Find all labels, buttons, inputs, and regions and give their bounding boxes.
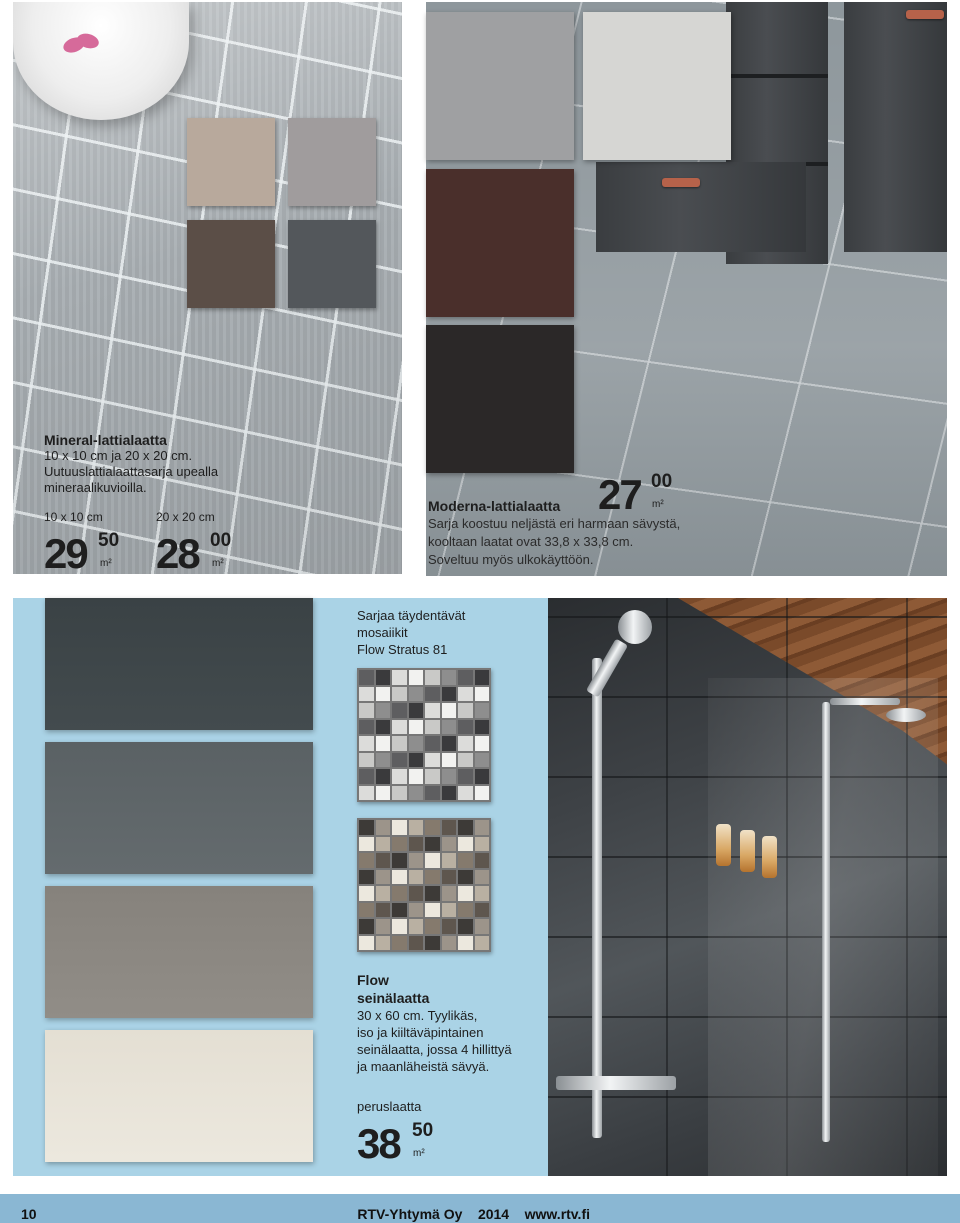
price-cents: 50 [98, 530, 120, 551]
mosaic-piece [376, 703, 391, 718]
price-cents: 00 [651, 471, 673, 492]
price-10x10 [44, 530, 120, 577]
mosaic-piece [425, 736, 440, 751]
mosaic-piece [359, 753, 374, 768]
mosaic-piece [475, 903, 490, 918]
mosaic-piece [359, 670, 374, 685]
mosaic-piece [409, 670, 424, 685]
hand-shower-head [618, 610, 652, 644]
mosaic-piece [458, 936, 473, 951]
mosaic-piece [475, 720, 490, 735]
shower-pipe [822, 702, 830, 1142]
mosaic-piece [475, 936, 490, 951]
mosaic-piece [376, 820, 391, 835]
mosaic-piece [359, 870, 374, 885]
mineral-description-line: Uutuuslattialaattasarja upealla [44, 464, 219, 479]
mosaic-piece [392, 853, 407, 868]
price-moderna [598, 471, 673, 518]
mosaic-piece [458, 753, 473, 768]
footer-info [357, 1206, 590, 1222]
mosaic-piece [392, 687, 407, 702]
price-cents: 50 [412, 1120, 434, 1141]
mineral-swatch-dark-grey [288, 220, 376, 308]
price-flow [357, 1120, 434, 1167]
mosaic-piece [475, 786, 490, 801]
thermostat-mixer [556, 1076, 676, 1090]
mosaic-piece [442, 820, 457, 835]
mosaic-piece [392, 903, 407, 918]
bottle [762, 836, 777, 878]
mosaic-piece [442, 670, 457, 685]
mosaic-piece [442, 703, 457, 718]
cabinet-lower-drawer [596, 162, 806, 252]
mosaic-piece [458, 853, 473, 868]
mosaic-piece [392, 886, 407, 901]
year: 2014 [477, 1206, 510, 1222]
flow-description [357, 971, 537, 1075]
mosaic-piece [359, 720, 374, 735]
flow-subtitle: seinälaatta [357, 990, 430, 1006]
drawer-handle [662, 178, 700, 187]
mosaic-piece [392, 820, 407, 835]
mosaic-piece [442, 870, 457, 885]
mosaic-piece [409, 886, 424, 901]
sink-bowl-image [13, 2, 189, 120]
mosaic-piece [425, 820, 440, 835]
moderna-description-line: Sarja koostuu neljästä eri harmaan sävystä, [428, 516, 681, 531]
mosaic-piece [442, 687, 457, 702]
mosaic-piece [392, 837, 407, 852]
mosaic-piece [376, 786, 391, 801]
mosaic-piece [392, 736, 407, 751]
mosaic-line: Sarjaa täydentävät [357, 608, 466, 623]
mosaic-piece [376, 720, 391, 735]
mineral-swatch-light-grey [288, 118, 376, 206]
moderna-tile-grey [426, 12, 574, 160]
mosaic-piece [442, 736, 457, 751]
mosaic-piece [376, 736, 391, 751]
mosaic-piece [425, 687, 440, 702]
mosaic-piece [458, 903, 473, 918]
mosaic-piece [409, 936, 424, 951]
mosaic-piece [425, 870, 440, 885]
mosaic-piece [475, 853, 490, 868]
cabinet-side-image [844, 2, 947, 252]
mosaic-piece [392, 670, 407, 685]
mosaic-piece [359, 736, 374, 751]
mosaic-piece [409, 903, 424, 918]
mosaic-piece [458, 670, 473, 685]
mosaic-piece [458, 786, 473, 801]
mosaic-piece [442, 769, 457, 784]
mosaic-piece [425, 786, 440, 801]
mosaic-piece [359, 703, 374, 718]
price-unit: m² [100, 558, 112, 569]
mosaic-piece [409, 769, 424, 784]
mosaic-piece [475, 919, 490, 934]
mosaic-piece [442, 919, 457, 934]
mosaic-piece [376, 769, 391, 784]
mosaic-piece [458, 769, 473, 784]
mosaic-description [357, 607, 537, 658]
mosaic-product-name: Flow Stratus 81 [357, 642, 448, 657]
mosaic-piece [409, 736, 424, 751]
flow-description-line: iso ja kiiltäväpintainen [357, 1025, 484, 1040]
mosaic-piece [409, 919, 424, 934]
mosaic-piece [442, 837, 457, 852]
moderna-tile-light [583, 12, 731, 160]
mosaic-piece [425, 903, 440, 918]
bottle [716, 824, 731, 866]
mineral-description [44, 432, 324, 496]
mineral-swatch-brown [187, 220, 275, 308]
flow-tile-grey [45, 742, 313, 874]
mosaic-piece [409, 837, 424, 852]
mosaic-piece [359, 936, 374, 951]
mosaic-piece [458, 736, 473, 751]
mosaic-piece [409, 687, 424, 702]
mosaic-piece [425, 720, 440, 735]
shower-rail [592, 658, 602, 1138]
drawer-handle [906, 10, 944, 19]
moderna-tile-black [426, 325, 574, 473]
flow-description-line: seinälaatta, jossa 4 hillittyä [357, 1042, 512, 1057]
mosaic-piece [359, 786, 374, 801]
rain-shower-head [886, 708, 926, 722]
shower-room-photo [548, 598, 947, 1176]
flow-tile-taupe [45, 886, 313, 1018]
price-whole: 38 [357, 1120, 400, 1167]
page-footer [0, 1194, 960, 1223]
mosaic-piece [392, 769, 407, 784]
mosaic-piece [475, 687, 490, 702]
flow-tile-cream [45, 1030, 313, 1162]
size-label-large: 20 x 20 cm [156, 510, 215, 524]
mosaic-piece [475, 886, 490, 901]
mosaic-piece [376, 687, 391, 702]
mosaic-piece [425, 853, 440, 868]
mosaic-piece [442, 720, 457, 735]
mosaic-piece [392, 786, 407, 801]
mosaic-line: mosaiikit [357, 625, 408, 640]
mosaic-piece [458, 837, 473, 852]
mosaic-piece [376, 903, 391, 918]
mosaic-piece [392, 936, 407, 951]
mosaic-piece [392, 919, 407, 934]
flow-title: Flow [357, 972, 389, 988]
shower-arm [830, 698, 900, 705]
mosaic-piece [376, 936, 391, 951]
mosaic-piece [425, 886, 440, 901]
mosaic-piece [475, 736, 490, 751]
base-tile-label: peruslaatta [357, 1099, 422, 1114]
mosaic-piece [425, 919, 440, 934]
mosaic-piece [359, 820, 374, 835]
mineral-swatch-beige [187, 118, 275, 206]
mosaic-piece [475, 837, 490, 852]
mosaic-piece [458, 870, 473, 885]
mosaic-piece [475, 820, 490, 835]
mosaic-piece [458, 820, 473, 835]
mosaic-piece [442, 903, 457, 918]
price-unit: m² [652, 499, 664, 510]
mosaic-piece [475, 670, 490, 685]
mosaic-piece [359, 886, 374, 901]
moderna-description-line: Soveltuu myös ulkokäyttöön. [428, 552, 594, 567]
mosaic-piece [475, 870, 490, 885]
size-label-small: 10 x 10 cm [44, 510, 103, 524]
mosaic-piece [442, 753, 457, 768]
mosaic-piece [425, 670, 440, 685]
mosaic-piece [359, 687, 374, 702]
mosaic-piece [392, 703, 407, 718]
mosaic-piece [409, 820, 424, 835]
mosaic-piece [392, 870, 407, 885]
price-whole: 29 [44, 530, 87, 577]
mosaic-piece [458, 720, 473, 735]
mosaic-piece [475, 703, 490, 718]
price-unit: m² [413, 1148, 425, 1159]
mosaic-piece [442, 886, 457, 901]
mosaic-piece [409, 720, 424, 735]
mineral-title: Mineral-lattialaatta [44, 432, 167, 448]
price-whole: 28 [156, 530, 199, 577]
mosaic-piece [392, 720, 407, 735]
mosaic-piece [442, 936, 457, 951]
mosaic-piece [409, 703, 424, 718]
drawer-divider [726, 74, 828, 78]
mosaic-piece [359, 919, 374, 934]
mineral-description-line: mineraalikuvioilla. [44, 480, 147, 495]
mosaic-grey-image [357, 668, 491, 802]
mosaic-piece [359, 853, 374, 868]
mosaic-piece [376, 753, 391, 768]
mosaic-piece [359, 769, 374, 784]
mosaic-piece [376, 870, 391, 885]
mosaic-piece [376, 837, 391, 852]
mosaic-piece [425, 703, 440, 718]
mosaic-piece [376, 919, 391, 934]
mosaic-piece [376, 670, 391, 685]
mosaic-piece [359, 903, 374, 918]
price-whole: 27 [598, 471, 641, 518]
mosaic-piece [409, 853, 424, 868]
page-number: 10 [21, 1206, 37, 1222]
moderna-title: Moderna-lattialaatta [428, 498, 561, 514]
price-unit: m² [212, 558, 224, 569]
mosaic-piece [425, 837, 440, 852]
mosaic-piece [359, 837, 374, 852]
mosaic-piece [458, 919, 473, 934]
mosaic-piece [442, 853, 457, 868]
moderna-tile-brown [426, 169, 574, 317]
mosaic-piece [425, 936, 440, 951]
bottle [740, 830, 755, 872]
flow-description-line: ja maanläheistä sävyä. [357, 1059, 490, 1074]
flow-tile-dark-grey [45, 598, 313, 730]
mosaic-piece [409, 753, 424, 768]
price-20x20 [156, 530, 232, 577]
website-link[interactable]: www.rtv.fi [524, 1206, 590, 1222]
mosaic-piece [458, 687, 473, 702]
mosaic-piece [475, 753, 490, 768]
mosaic-piece [458, 886, 473, 901]
price-cents: 00 [210, 530, 232, 551]
company-name: RTV-Yhtymä Oy [357, 1206, 463, 1222]
mosaic-piece [392, 753, 407, 768]
moderna-description-line: kooltaan laatat ovat 33,8 x 33,8 cm. [428, 534, 634, 549]
mosaic-piece [425, 769, 440, 784]
mosaic-piece [458, 703, 473, 718]
mosaic-piece [376, 853, 391, 868]
mosaic-piece [442, 786, 457, 801]
mosaic-piece [409, 870, 424, 885]
mosaic-brown-image [357, 818, 491, 952]
mosaic-piece [475, 769, 490, 784]
flow-description-line: 30 x 60 cm. Tyylikäs, [357, 1008, 478, 1023]
mosaic-piece [409, 786, 424, 801]
mosaic-piece [376, 886, 391, 901]
mosaic-piece [425, 753, 440, 768]
mineral-sizes: 10 x 10 cm ja 20 x 20 cm. [44, 448, 193, 463]
